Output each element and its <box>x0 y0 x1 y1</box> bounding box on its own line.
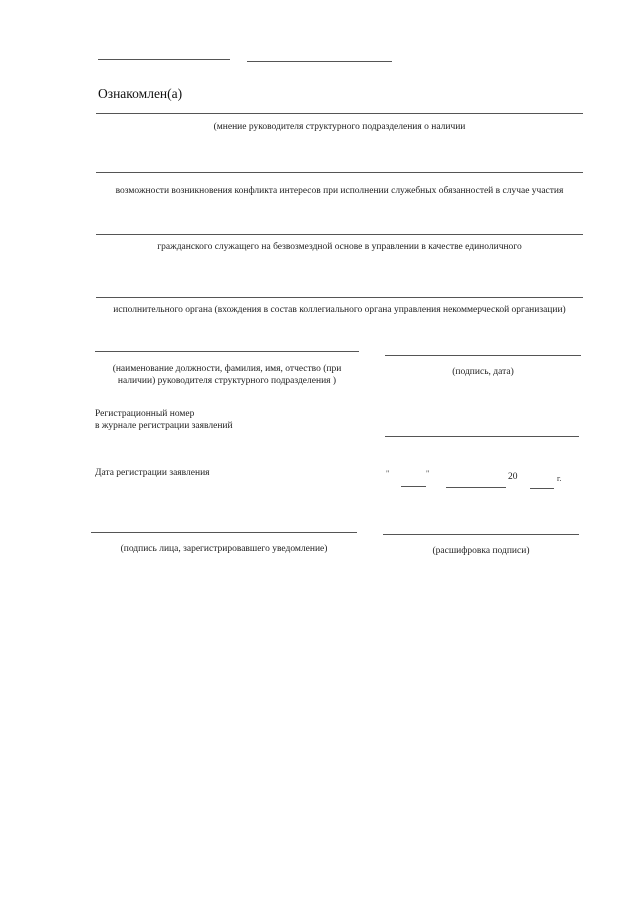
reg-number-label-line-2: в журнале регистрации заявлений <box>95 421 233 431</box>
registrar-caption: (подпись лица, зарегистрировавшего уведомление) <box>120 544 328 554</box>
head-name-line <box>95 351 359 352</box>
signature-date-line <box>385 355 581 356</box>
top-signature-line-left <box>98 59 230 60</box>
opinion-caption-3: гражданского служащего на безвозмездной основе в управлении в качестве единоличного <box>157 242 522 252</box>
date-year-line <box>530 488 554 489</box>
opinion-line-4 <box>96 297 583 298</box>
signature-decoding-caption: (расшифровка подписи) <box>432 546 530 556</box>
date-open-quote: " <box>386 469 390 478</box>
signature-date-caption: (подпись, дата) <box>452 367 514 377</box>
date-month-line <box>446 487 506 488</box>
date-year-prefix: 20 <box>508 472 518 482</box>
opinion-line-3 <box>96 234 583 235</box>
opinion-line-1 <box>96 113 583 114</box>
opinion-caption-4: исполнительного органа (вхождения в состав коллегиального органа управления некоммерческой организации) <box>113 305 566 315</box>
opinion-caption-2: возможности возникновения конфликта интересов при исполнении служебных обязанностей в случае участия <box>115 186 564 196</box>
reg-number-line <box>385 436 579 437</box>
opinion-line-2 <box>96 172 583 173</box>
reg-date-label: Дата регистрации заявления <box>95 468 210 478</box>
top-signature-line-right <box>247 61 392 62</box>
date-close-quote: " <box>426 469 430 478</box>
reg-number-label-line-1: Регистрационный номер <box>95 409 195 419</box>
date-year-suffix: г. <box>557 474 562 483</box>
signature-decoding-line <box>383 534 579 535</box>
head-name-caption-line-2: наличии) руководителя структурного подразделения ) <box>117 376 337 386</box>
date-day-line <box>401 486 426 487</box>
head-name-caption-line-1: (наименование должности, фамилия, имя, отчество (при <box>112 364 342 374</box>
opinion-caption-1: (мнение руководителя структурного подразделения о наличии <box>213 122 466 132</box>
registrar-signature-line <box>91 532 357 533</box>
acquainted-label: Ознакомлен(а) <box>98 86 183 101</box>
